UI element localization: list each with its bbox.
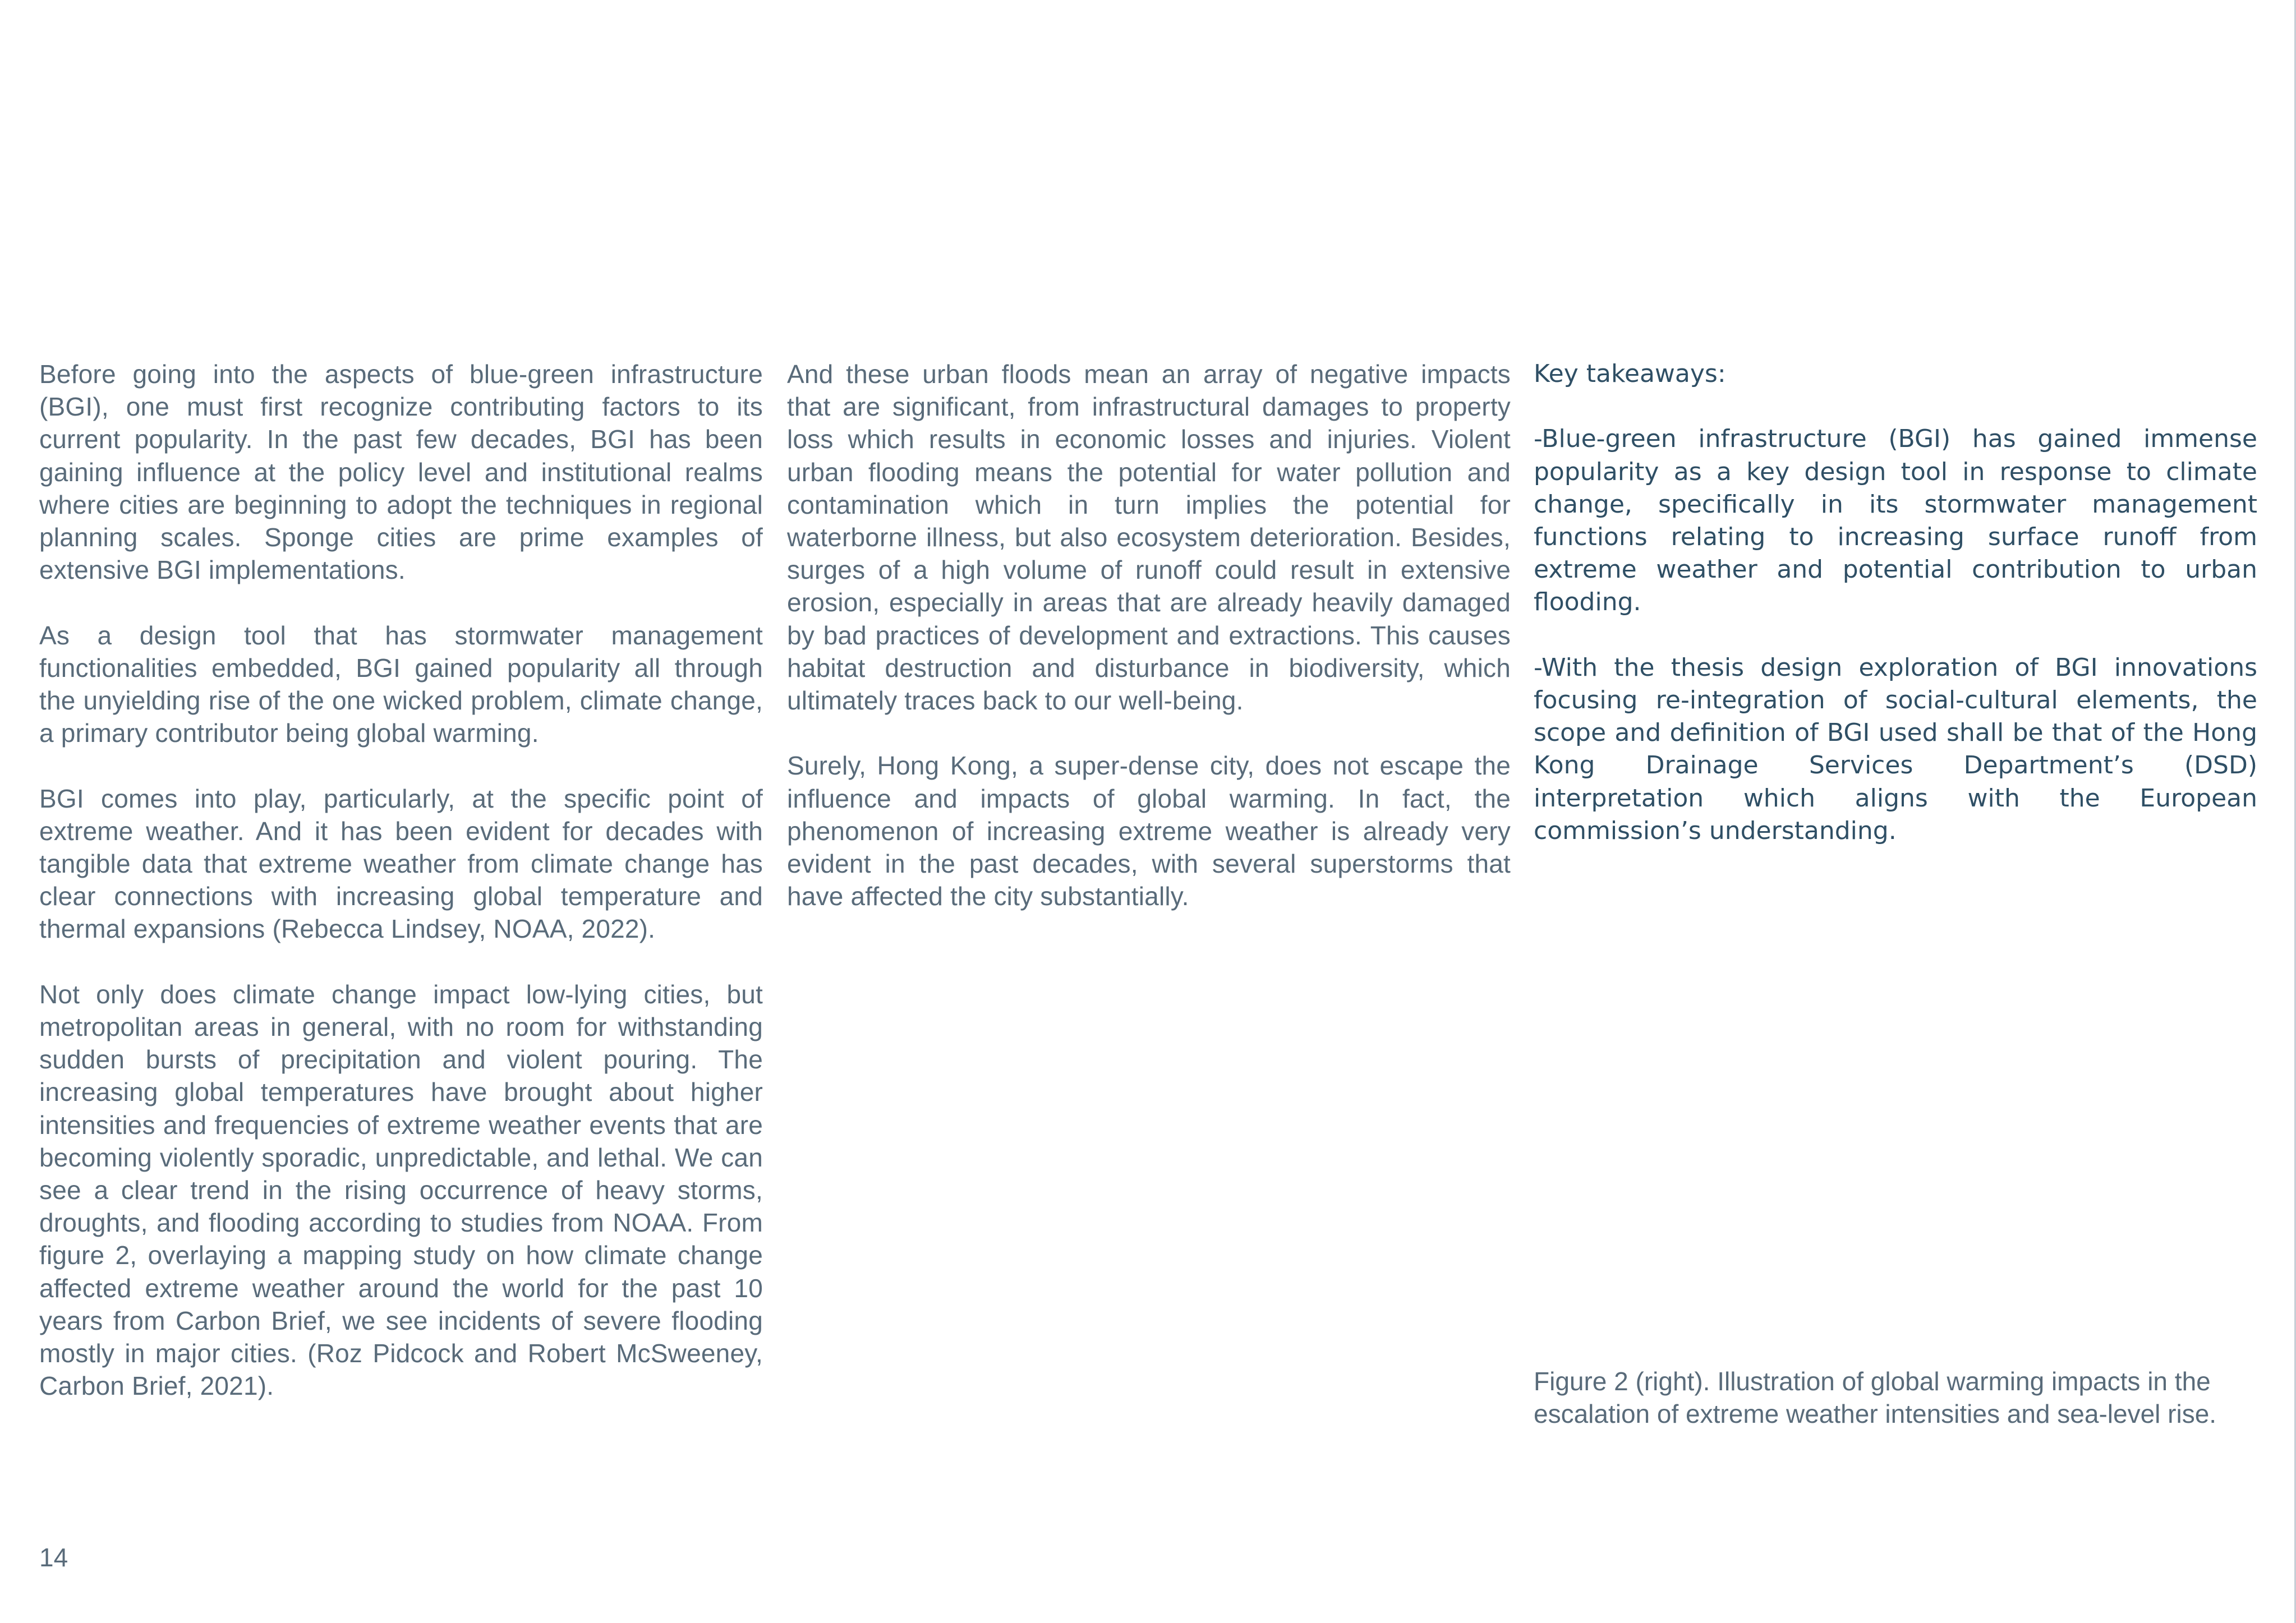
paragraph-design-tool: As a design tool that has stormwater management functionalities embedded, BGI gained popularity all through the unyielding rise of the one wicked problem, climate change, a primary contributor being global warming. — [39, 620, 763, 748]
takeaway-point-1: -Blue-green infrastructure (BGI) has gained immense popularity as a key design tool in response to climate change, specifically in its stormwater management functions relating to increasing surface runoff from extreme weather and potential contribution to urban flooding. — [1534, 425, 2257, 617]
key-takeaways-heading: Key takeaways: — [1534, 359, 1726, 388]
paragraph-hong-kong: Surely, Hong Kong, a super-dense city, does not escape the influence and impacts of global warming. In fact, the phenomenon of increasing extreme weather is already very evident in the past decades, with several superstorms that have affected the city substantially. — [787, 751, 1511, 911]
figure-caption: Figure 2 (right). Illustration of global warming impacts in the escalation of extreme weather intensities and sea-level rise. — [1534, 1367, 2217, 1429]
middle-text-column — [787, 358, 1511, 946]
paragraph-metropolitan-impact: Not only does climate change impact low-lying cities, but metropolitan areas in general, with no room for withstanding sudden bursts of precipitation and violent pouring. The increasing global temperatures have brought about higher intensities and frequencies of extreme weather events that are becoming violently sporadic, unpredictable, and lethal. We can see a clear trend in the rising occurrence of heavy storms, droughts, and flooding according to studies from NOAA. From figure 2, overlaying a mapping study on how climate change affected extreme weather around the world for the past 10 years from Carbon Brief, we see incidents of severe flooding mostly in major cities. (Roz Pidcock and Robert McSweeney, Carbon Brief, 2021). — [39, 979, 763, 1401]
page-number: 14 — [39, 1543, 68, 1572]
paragraph-urban-floods: And these urban floods mean an array of negative impacts that are significant, from infrastructural damages to property loss which results in economic losses and injuries. Violent urban flooding means the potential for water pollution and contamination which in turn implies the potential for waterborne illness, but also ecosystem deterioration. Besides, surges of a high volume of runoff could result in extensive erosion, especially in areas that are already heavily damaged by bad practices of development and extractions. This causes habitat destruction and disturbance in biodiversity, which ultimately traces back to our well-being. — [787, 359, 1511, 716]
left-text-column — [39, 358, 763, 1435]
paragraph-extreme-weather: BGI comes into play, particularly, at the specific point of extreme weather. And it has been evident for decades with tangible data that extreme weather from climate change has clear connections with increasing global temperature and thermal expansions (Rebecca Lindsey, NOAA, 2022). — [39, 783, 763, 944]
takeaway-point-2: -With the thesis design exploration of BGI innovations focusing re-integration of social-cultural elements, the scope and definition of BGI used shall be that of the Hong Kong Drainage Services Department’s (DSD) interpretation which aligns with the European commission’s understanding. — [1534, 653, 2257, 845]
key-takeaways-column — [1534, 358, 2257, 880]
paragraph-bgi-intro: Before going into the aspects of blue-green infrastructure (BGI), one must first recognize contributing factors to its current popularity. In the past few decades, BGI has been gaining influence at the policy level and institutional realms where cities are beginning to adopt the techniques in regional planning scales. Sponge cities are prime examples of extensive BGI implementations. — [39, 359, 763, 585]
